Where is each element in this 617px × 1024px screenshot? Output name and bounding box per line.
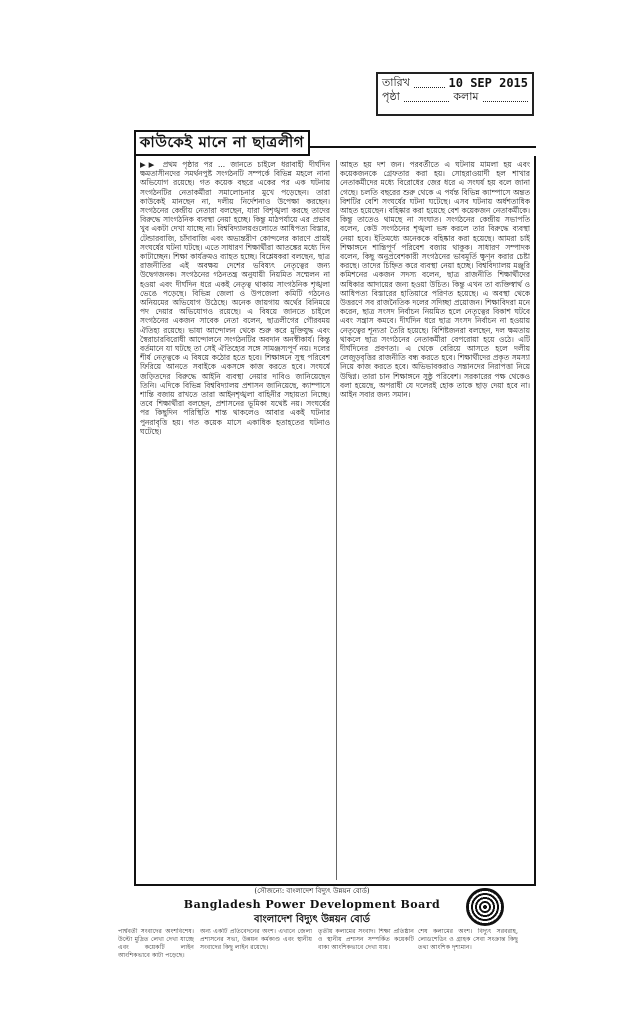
column-divider [336,160,337,880]
dotted-line [414,79,445,88]
date-value: 10 SEP 2015 [448,76,528,90]
article-column-left [140,160,330,880]
bpdb-logo-icon [466,888,504,926]
banner-english: Bangladesh Power Development Board [183,898,441,911]
date-row [382,76,528,90]
dotted-line [404,93,449,102]
date-stamp [376,72,534,116]
article-body-left: ▶▶ প্রথম পৃষ্ঠার পর ... জানতে চাইলে ধরাবাহী দীর্ঘদিন ক্ষমতাসীনদের সমর্থনপুষ্ট সংগঠনটি সম্পর্কে বিভিন্ন মহলে নানা অভিযোগ রয়েছে। গত কয়েক বছরে একের পর এক ঘটনায় সংগঠনটির নেতাকর্মীরা সমালোচনার মুখে পড়েছেন। তারা কাউকেই মানছেন না, দলীয় নির্দেশনাও উপেক্ষা করছেন। সংগঠনের কেন্দ্রীয় নেতারা বলছেন, যারা বিশৃঙ্খলা করছে তাদের বিরুদ্ধে সাংগঠনিক ব্যবস্থা নেয়া হচ্ছে। কিন্তু মাঠপর্যায়ে এর প্রভাব খুব একটা দেখা যাচ্ছে না। বিশ্ববিদ্যালয়গুলোতে আধিপত্য বিস্তার, টেন্ডারবাজি, চাঁদাবাজি এবং অভ্যন্তরীণ কোন্দলের কারণে প্রায়ই সংঘর্ষের ঘটনা ঘটছে। এতে সাধারণ শিক্ষার্থীরা আতঙ্কের মধ্যে দিন কাটাচ্ছেন। শিক্ষা কার্যক্রমও ব্যাহত হচ্ছে। বিশ্লেষকরা বলছেন, ছাত্র রাজনীতির এই অবক্ষয় দেশের ভবিষ্যৎ নেতৃত্বের জন্য উদ্বেগজনক। সংগঠনের গঠনতন্ত্র অনুযায়ী নিয়মিত সম্মেলন না হওয়া এবং দীর্ঘদিন ধরে একই নেতৃত্ব থাকায় সাংগঠনিক শৃঙ্খলা ভেঙে পড়েছে। বিভিন্ন জেলা ও উপজেলা কমিটি গঠনেও অনিয়মের অভিযোগ উঠেছে। অনেক জায়গায় অর্থের বিনিময়ে পদ দেয়ার অভিযোগও রয়েছে। এ বিষয়ে জানতে চাইলে সংগঠনের একজন সাবেক নেতা বলেন, ছাত্রলীগের গৌরবময় ঐতিহ্য রয়েছে। ভাষা আন্দোলন থেকে শুরু করে মুক্তিযুদ্ধ এবং স্বৈরাচারবিরোধী আন্দোলনে সংগঠনটির অবদান অনস্বীকার্য। কিন্তু বর্তমানে যা ঘটছে তা সেই ঐতিহ্যের সঙ্গে সামঞ্জস্যপূর্ণ নয়। দলের শীর্ষ নেতৃত্বকে এ বিষয়ে কঠোর হতে হবে। শিক্ষাঙ্গনে সুস্থ পরিবেশ ফিরিয়ে আনতে সবাইকে একসঙ্গে কাজ করতে হবে। সংঘর্ষে জড়িতদের বিরুদ্ধে আইনি ব্যবস্থা নেয়ার দাবিও জানিয়েছেন তিনি। এদিকে বিভিন্ন বিশ্ববিদ্যালয় প্রশাসন জানিয়েছে, ক্যাম্পাসে শান্তি বজায় রাখতে তারা আইনশৃঙ্খলা বাহিনীর সহায়তা নিচ্ছে। তবে শিক্ষার্থীরা বলছেন, প্রশাসনের ভূমিকা যথেষ্ট নয়। সংঘর্ষের পর কিছুদিন পরিস্থিতি শান্ত থাকলেও আবার একই ঘটনার পুনরাবৃত্তি হয়। গত কয়েক মাসে একাধিক হতাহতের ঘটনাও ঘটেছে। [140,160,330,436]
adjacent-clipping: অন্য একটি প্রতিবেদনের অংশ। এখানে জেলা প্রশাসনের সভা, উন্নয়ন কর্মকাণ্ড এবং স্থানীয় সংবাদের কিছু লাইন রয়েছে। [200,928,312,951]
headline-text: কাউকেই মানে না ছাত্রলীগ [139,132,305,151]
dotted-line [483,93,528,102]
adjacent-clipping: শেষ কলামের অংশ। বিদ্যুৎ সরবরাহ, লোডশেডিং ও গ্রাহক সেবা সংক্রান্ত কিছু তথ্য আংশিক দৃশ্যমান। [418,928,518,951]
page-row [382,90,528,104]
page-label: পৃষ্ঠা [382,90,400,103]
date-label: তারিখ [382,76,410,89]
adjacent-clipping: তৃতীয় কলামের সংবাদ। শিক্ষা প্রতিষ্ঠান ও স্থানীয় প্রশাসন সম্পর্কিত কয়েকটি বাক্য আংশিকভাবে দেখা যায়। [318,928,414,951]
article-body-right: আহত হয় দশ জন। পরবর্তীতে এ ঘটনায় মামলা হয় এবং কয়েকজনকে গ্রেফতার করা হয়। সোহরাওয়ার্দী হল শাখার নেতাকর্মীদের মধ্যে বিরোধের জের ধরে এ সংঘর্ষ হয় বলে জানা গেছে। চলতি বছরের শুরু থেকে এ পর্যন্ত বিভিন্ন ক্যাম্পাসে অন্তত বিশটির বেশি সংঘর্ষের ঘটনা ঘটেছে। এসব ঘটনায় অর্ধশতাধিক আহত হয়েছেন। বহিষ্কার করা হয়েছে বেশ কয়েকজন নেতাকর্মীকে। কিন্তু তাতেও থামছে না সংঘাত। সংগঠনের কেন্দ্রীয় সভাপতি বলেন, কেউ সংগঠনের শৃঙ্খলা ভঙ্গ করলে তার বিরুদ্ধে ব্যবস্থা নেয়া হবে। ইতিমধ্যে অনেককে বহিষ্কার করা হয়েছে। আমরা চাই শিক্ষাঙ্গনে শান্তিপূর্ণ পরিবেশ বজায় থাকুক। সাধারণ সম্পাদক বলেন, কিছু অনুপ্রবেশকারী সংগঠনের ভাবমূর্তি ক্ষুণ্ন করার চেষ্টা করছে। তাদের চিহ্নিত করে ব্যবস্থা নেয়া হচ্ছে। বিশ্ববিদ্যালয় মঞ্জুরি কমিশনের একজন সদস্য বলেন, ছাত্র রাজনীতি শিক্ষার্থীদের অধিকার আদায়ের জন্য হওয়া উচিত। কিন্তু এখন তা ব্যক্তিস্বার্থ ও আধিপত্য বিস্তারের হাতিয়ারে পরিণত হয়েছে। এ অবস্থা থেকে উত্তরণে সব রাজনৈতিক দলের সদিচ্ছা প্রয়োজন। শিক্ষাবিদরা মনে করেন, ছাত্র সংসদ নির্বাচন নিয়মিত হলে নেতৃত্বের বিকাশ ঘটবে এবং সন্ত্রাস কমবে। দীর্ঘদিন ধরে ছাত্র সংসদ নির্বাচন না হওয়ায় নেতৃত্বের শূন্যতা তৈরি হয়েছে। বিশিষ্টজনরা বলছেন, দল ক্ষমতায় থাকলে ছাত্র সংগঠনের নেতাকর্মীরা বেপরোয়া হয়ে ওঠে। এটি দীর্ঘদিনের প্রবণতা। এ থেকে বেরিয়ে আসতে হলে দলীয় লেজুড়বৃত্তির রাজনীতি বন্ধ করতে হবে। শিক্ষার্থীদের প্রকৃত সমস্যা নিয়ে কাজ করতে হবে। অভিভাবকরাও সন্তানদের নিরাপত্তা নিয়ে উদ্বিগ্ন। তারা চান শিক্ষাঙ্গনে সুষ্ঠু পরিবেশ। সরকারের পক্ষ থেকেও বলা হয়েছে, অপরাধী যে দলেরই হোক তাকে ছাড় দেয়া হবে না। আইন সবার জন্য সমান। [340,160,530,400]
sponsor-banner [160,886,464,928]
article-column-right [340,160,530,880]
credit-line: (সৌজন্যে: বাংলাদেশ বিদ্যুৎ উন্নয়ন বোর্ড) [254,887,370,895]
adjacent-clipping: পার্শ্ববর্তী সংবাদের অংশবিশেষ। উল্টো মুদ্রিত লেখা দেখা যাচ্ছে এবং কয়েকটি লাইন আংশিকভাবে কাটা পড়েছে। [118,928,194,959]
column-label: কলাম [453,90,479,103]
headline-rule [310,146,536,148]
headline [134,130,310,156]
banner-bangla: বাংলাদেশ বিদ্যুৎ উন্নয়ন বোর্ড [254,914,370,925]
